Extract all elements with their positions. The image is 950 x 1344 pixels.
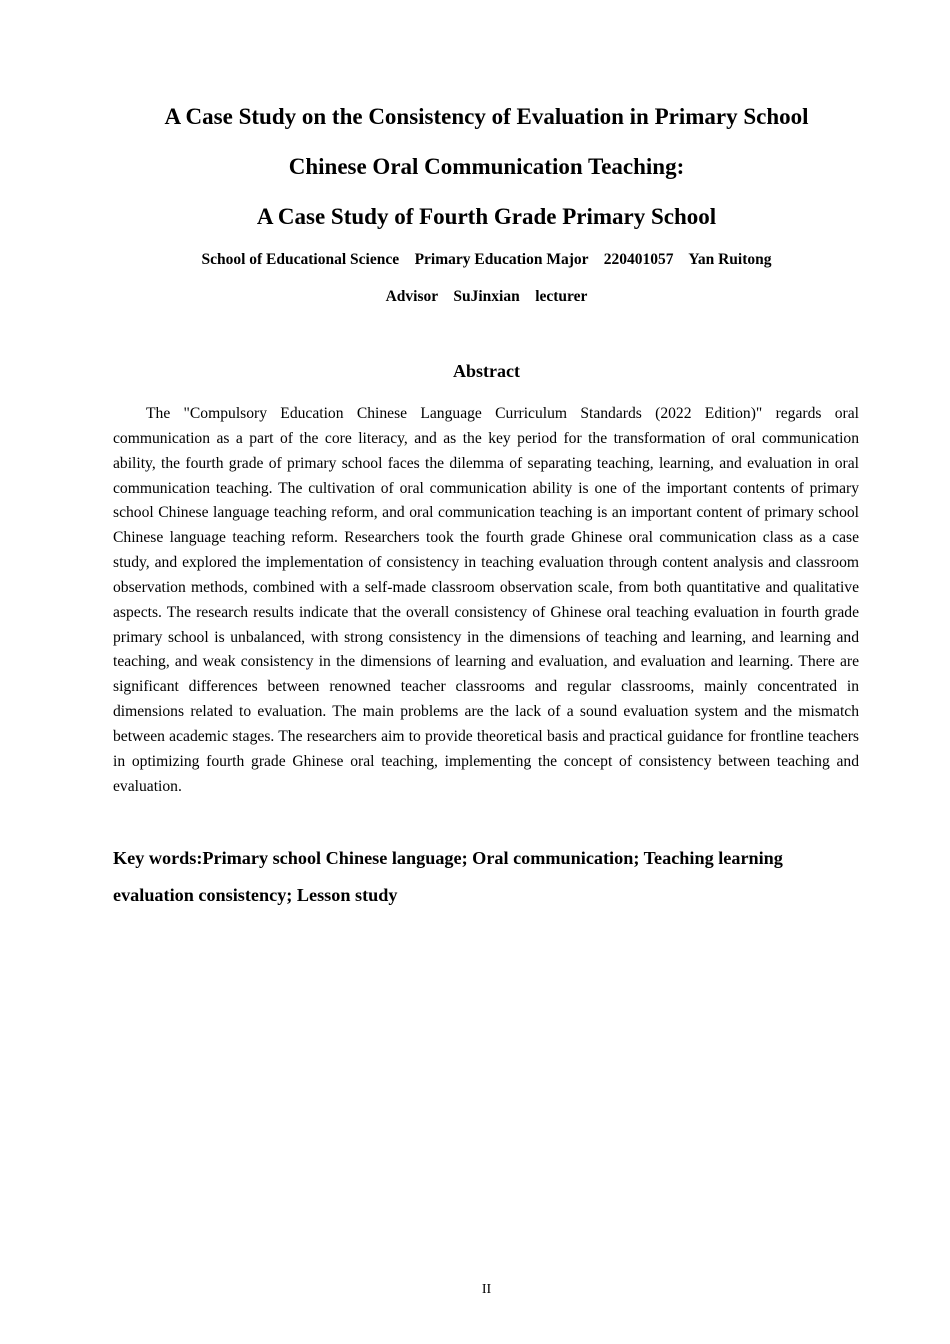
author-affiliation-line: School of Educational Science Primary Education Major 220401057 Yan Ruitong <box>201 251 772 268</box>
abstract-body: The "Compulsory Education Chinese Language Curriculum Standards (2022 Edition)" regards oral communication as a part of the core literacy, and as the key period for the transformation of oral communication ability, the fourth grade of primary school faces the dilemma of separating teaching, learning, and evaluation in oral communication teaching. The cultivation of oral communication ability is one of the important contents of primary school Chinese language teaching reform, and oral communication teaching is an important content of primary school Chinese language teaching reform. Researchers took the fourth grade Ghinese oral communication class as a case study, and explored the implementation of consistency in teaching evaluation through content analysis and classroom observation methods, combined with a self-made classroom observation scale, from both quantitative and qualitative aspects. The research results indicate that the overall consistency of Ghinese oral teaching evaluation in fourth grade primary school is unbalanced, with strong consistency in the dimensions of teaching and learning, and learning and teaching, and weak consistency in the dimensions of learning and evaluation, and evaluation and learning. There are significant differences between renowned teacher classrooms and regular classrooms, mainly concentrated in dimensions related to evaluation. The main problems are the lack of a sound evaluation system and the mismatch between academic stages. The researchers aim to provide theoretical basis and practical guidance for frontline teachers in optimizing fourth grade Ghinese oral teaching, implementing the concept of consistency between teaching and evaluation. <box>113 405 859 795</box>
title-line-1: A Case Study on the Consistency of Evaluation in Primary School <box>164 104 809 129</box>
keywords: Key words:Primary school Chinese language; Oral communication; Teaching learning evaluation consistency; Lesson study <box>113 848 783 905</box>
page-number: II <box>481 1282 492 1297</box>
title-line-2: Chinese Oral Communication Teaching: <box>288 154 685 179</box>
title-line-3: A Case Study of Fourth Grade Primary School <box>256 204 717 229</box>
advisor-line: Advisor SuJinxian lecturer <box>385 288 588 305</box>
abstract-heading: Abstract <box>453 361 520 381</box>
